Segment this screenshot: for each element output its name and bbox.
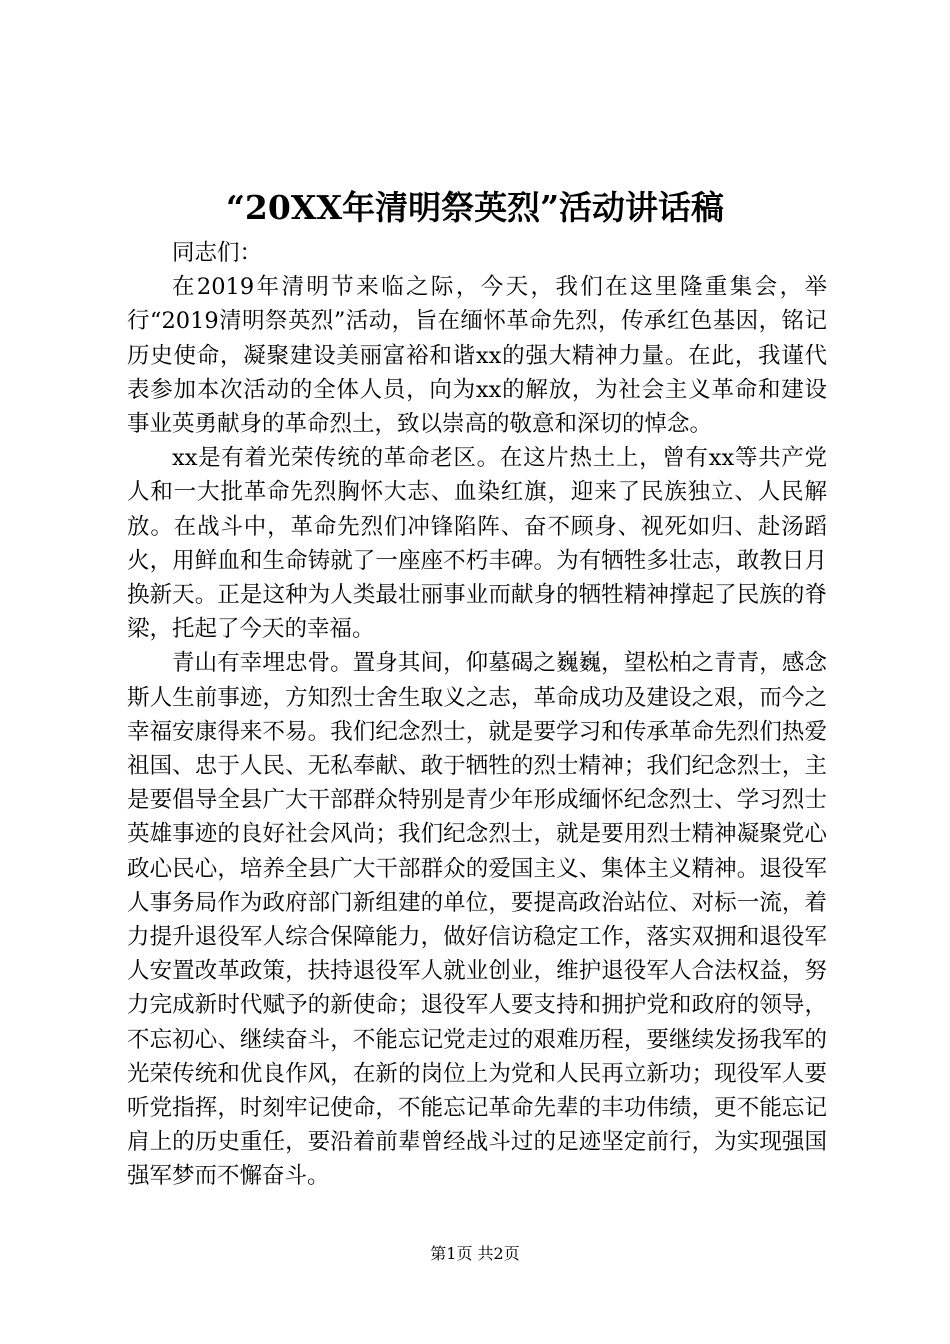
paragraph-3: 青山有幸埋忠骨。置身其间，仰墓碣之巍巍，望松柏之青青，感念斯人生前事迹，方知烈士舍生取义之志，革命成功及建设之艰，而今之幸福安康得来不易。我们纪念烈士，就是要学习和传承革命先烈们热爱祖国、忠于人民、无私奉献、敢于牺牲的烈士精神；我们纪念烈士，主是要倡导全县广大干部群众特别是青少年形成缅怀纪念烈士、学习烈士英雄事迹的良好社会风尚；我们纪念烈士，就是要用烈士精神凝聚党心政心民心，培养全县广大干部群众的爱国主义、集体主义精神。退役军人事务局作为政府部门新组建的单位，要提高政治站位、对标一流，着力提升退役军人综合保障能力，做好信访稳定工作，落实双拥和退役军人安置改革政策，扶持退役军人就业创业，维护退役军人合法权益，努力完成新时代赋予的新使命；退役军人要支持和拥护党和政府的领导，不忘初心、继续奋斗，不能忘记党走过的艰难历程，要继续发扬我军的光荣传统和优良作风，在新的岗位上为党和人民再立新功；现役军人要听党指挥，时刻牢记使命，不能忘记革命先辈的丰功伟绩，更不能忘记肩上的历史重任，要沿着前辈曾经战斗过的足迹坚定前行，为实现强国强军梦而不懈奋斗。 (127, 650, 827, 1190)
paragraph-1: 在2019年清明节来临之际，今天，我们在这里隆重集会，举行“2019清明祭英烈”活动，旨在缅怀革命先烈，传承红色基因，铭记历史使命，凝聚建设美丽富裕和谐xx的强大精神力量。在此，我谨代表参加本次活动的全体人员，向为xx的解放，为社会主义革命和建设事业英勇献身的革命烈土，致以崇高的敬意和深切的悼念。 (127, 274, 827, 438)
paragraph-2: xx是有着光荣传统的革命老区。在这片热土上，曾有xx等共产党人和一大批革命先烈胸怀大志、血染红旗，迎来了民族独立、人民解放。在战斗中，革命先烈们冲锋陷阵、奋不顾身、视死如归、赴汤蹈火，用鲜血和生命铸就了一座座不朽丰碑。为有牺牲多壮志，敢教日月换新天。正是这种为人类最壮丽事业而献身的牺牲精神撑起了民族的脊梁，托起了今天的幸福。 (127, 445, 827, 643)
page-footer: 第1页 共2页 (430, 1244, 520, 1263)
salutation: 同志们： (172, 240, 263, 266)
document-title: “20XX年清明祭英烈”活动讲话稿 (225, 188, 725, 227)
document-body (127, 236, 827, 1194)
